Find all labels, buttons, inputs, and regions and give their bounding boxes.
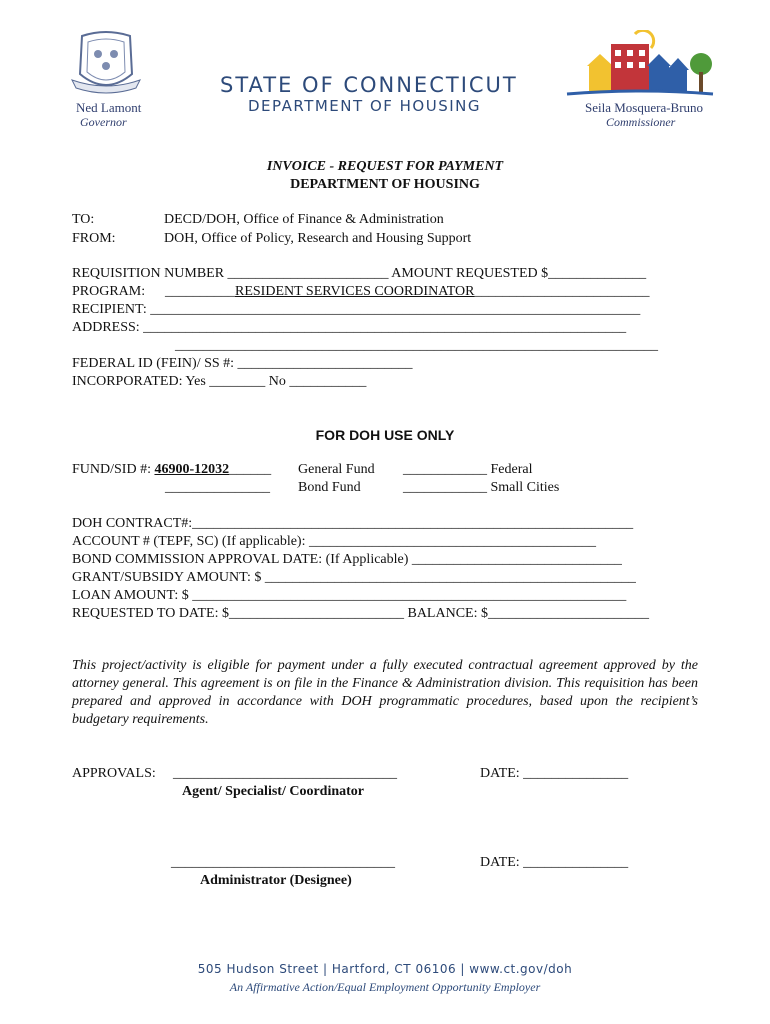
program-field[interactable] [165,283,650,301]
requested-balance-line[interactable]: REQUESTED TO DATE: $_________________________ BALANCE: $_______________________ [72,606,649,621]
eligibility-statement: This project/activity is eligible for payment under a fully executed contractual agreement approved by the attorney general. This agreement is on file in the Finance & Administration division. This requisition has been prepared and approved in accordance with DOH programmatic procedures, based upon the recipient’s budgetary requirements. [72,658,698,727]
grant-subsidy-line[interactable]: GRANT/SUBSIDY AMOUNT: $ _____________________________________________________ [72,570,636,585]
from-label: FROM: [72,231,116,246]
loan-amount-line[interactable]: LOAN AMOUNT: $ ______________________________________________________________ [72,588,627,603]
commissioner-title: Commissioner [606,115,676,129]
federal-id-line[interactable]: FEDERAL ID (FEIN)/ SS #: _________________________ [72,356,413,371]
invoice-title: INVOICE - REQUEST FOR PAYMENT [266,159,504,174]
recipient-line[interactable]: RECIPIENT: ______________________________________________________________________ [72,302,641,317]
housing-logo-icon [565,30,715,100]
fund-value: 46900-12032 [154,462,230,477]
to-value: DECD/DOH, Office of Finance & Administration [164,212,444,227]
invoice-subtitle: DEPARTMENT OF HOUSING [290,177,480,192]
address-line[interactable]: ADDRESS: _____________________________________________________________________ [72,320,627,335]
general-fund-label: General Fund [298,462,375,477]
governor-title: Governor [80,115,127,129]
fund-label: FUND/SID #: [72,462,155,477]
commissioner-name: Seila Mosquera-Bruno [585,100,704,115]
fund-tail: ______ [229,462,272,477]
admin-signature-line[interactable]: ________________________________ [171,855,395,870]
requisition-line[interactable]: REQUISITION NUMBER _______________________ AMOUNT REQUESTED $______________ [72,266,647,281]
address-line-2[interactable]: _____________________________________________________________________ [175,338,658,353]
state-seal-icon [68,30,144,96]
admin-caption: Administrator (Designee) [200,873,352,888]
bond-commission-line[interactable]: BOND COMMISSION APPROVAL DATE: (If Applicable) ______________________________ [72,552,622,567]
account-line[interactable]: ACCOUNT # (TEPF, SC) (If applicable): _________________________________________ [72,534,596,549]
state-title: STATE OF CONNECTICUT [220,73,518,97]
doh-contract-line[interactable]: DOH CONTRACT#:_______________________________________________________________ [72,516,634,531]
approvals-label: APPROVALS: [72,766,156,781]
department-title: DEPARTMENT OF HOUSING [248,97,481,115]
footer-address: 505 Hudson Street | Hartford, CT 06106 | www.ct.gov/doh [197,962,573,976]
to-label: TO: [72,212,95,227]
program-pre-blank: __________ [165,284,235,299]
fund-sid-field[interactable] [72,461,271,479]
program-value: RESIDENT SERVICES COORDINATOR [235,284,475,299]
admin-date-line[interactable]: DATE: _______________ [480,855,629,870]
small-cities-field[interactable]: ____________ Small Cities [403,480,560,495]
footer-employer: An Affirmative Action/Equal Employment Opportunity Employer [229,980,541,994]
bond-fund-label: Bond Fund [298,480,361,495]
doh-use-heading: FOR DOH USE ONLY [315,427,455,443]
program-label: PROGRAM: [72,284,146,299]
program-post-blank: _________________________ [474,284,650,299]
agent-date-line[interactable]: DATE: _______________ [480,766,629,781]
federal-field[interactable]: ____________ Federal [403,462,533,477]
from-value: DOH, Office of Policy, Research and Housing Support [164,231,472,246]
agent-caption: Agent/ Specialist/ Coordinator [182,784,364,799]
incorporated-line[interactable]: INCORPORATED: Yes ________ No ___________ [72,374,367,389]
bond-fund-blank[interactable]: _______________ [165,480,270,495]
governor-name: Ned Lamont [76,100,142,115]
agent-signature-line[interactable]: ________________________________ [173,766,397,781]
